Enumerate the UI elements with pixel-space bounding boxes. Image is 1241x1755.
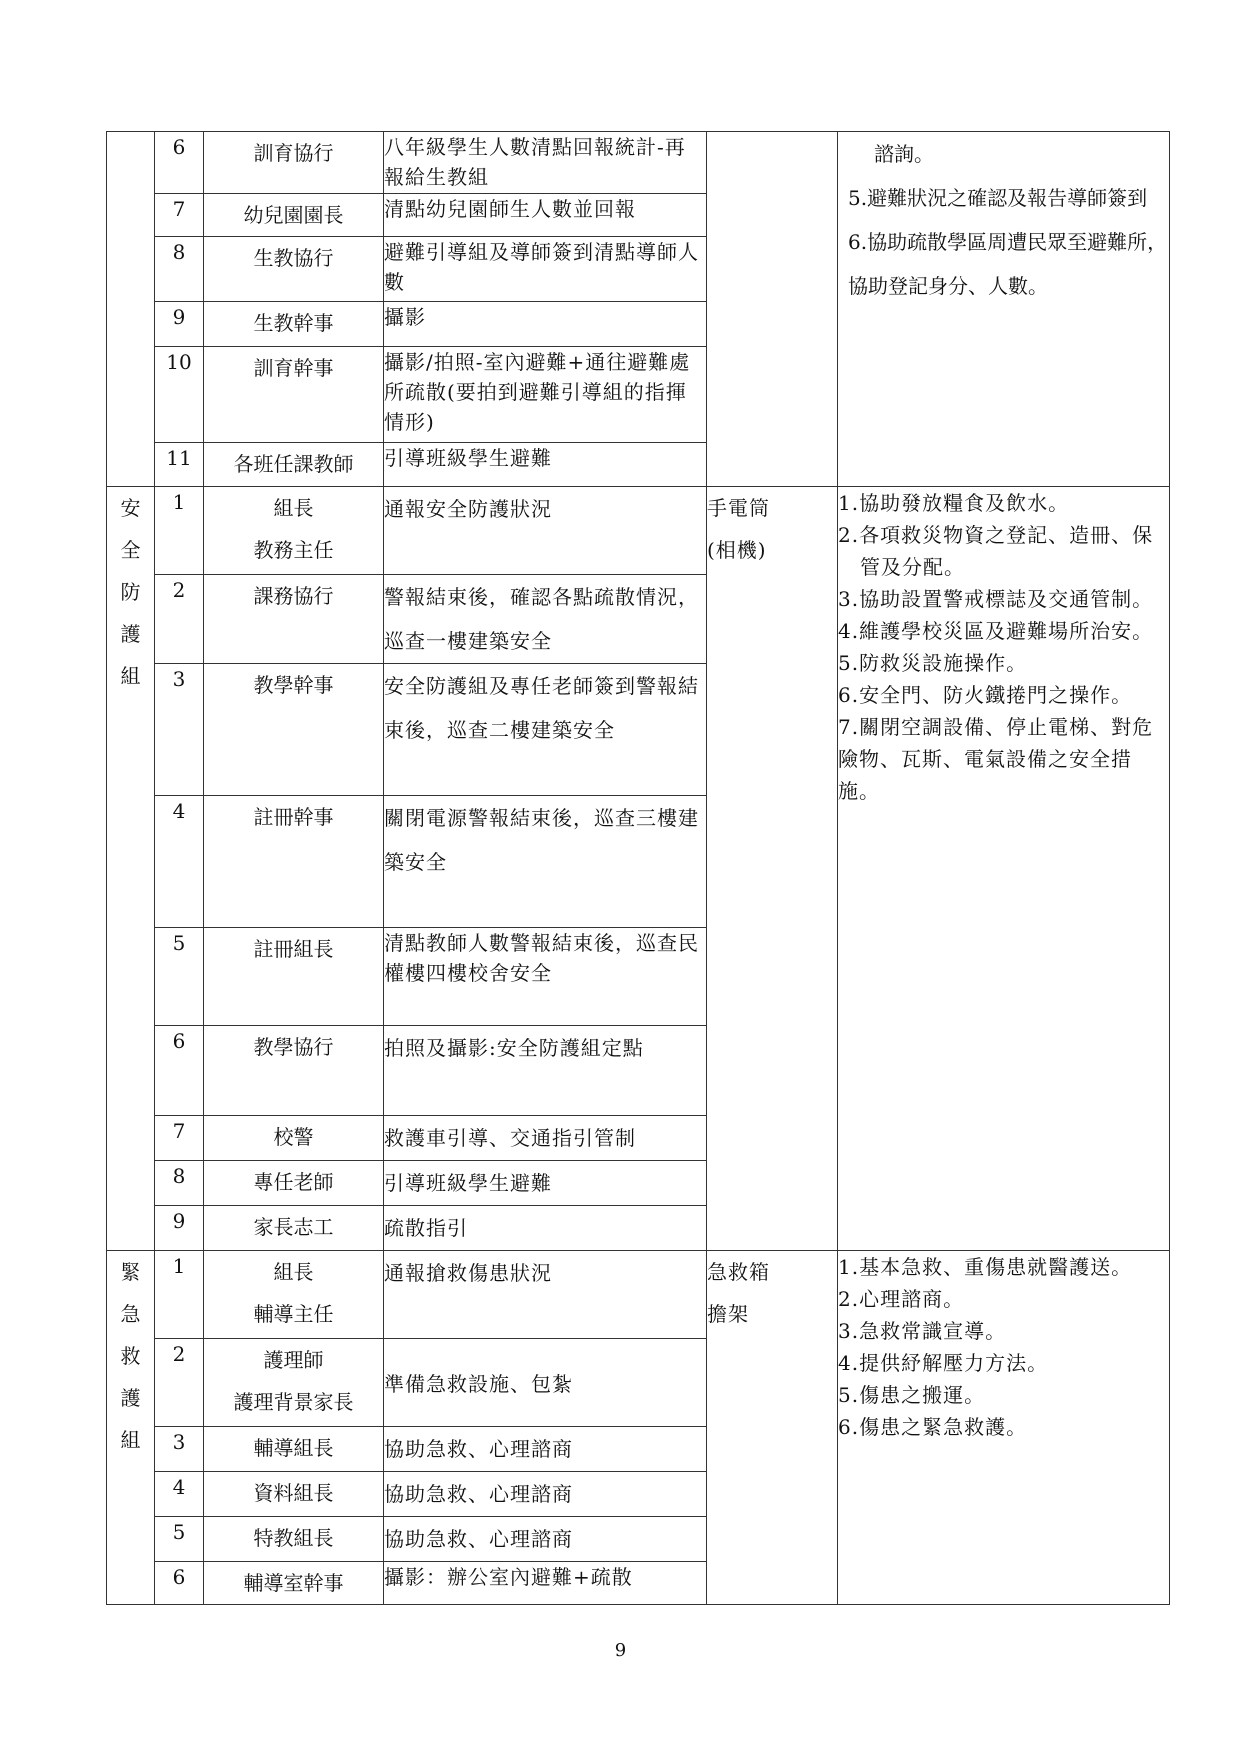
task-cell: 關閉電源警報結束後，巡查三樓建築安全 [384, 796, 707, 928]
row-number: 4 [155, 796, 204, 928]
row-number: 3 [155, 664, 204, 796]
row-number: 8 [155, 237, 204, 302]
task-cell: 清點幼兒園師生人數並回報 [384, 194, 707, 237]
role-cell: 訓育協行 [204, 132, 384, 194]
role-cell: 護理師 護理背景家長 [204, 1339, 384, 1427]
duty-item: 5.傷患之搬運。 [838, 1383, 986, 1407]
role-cell: 輔導組長 [204, 1427, 384, 1472]
duties-safety [838, 487, 1170, 1251]
page-number: 9 [614, 1640, 627, 1661]
task-cell: 警報結束後，確認各點疏散情況，巡查一樓建築安全 [384, 575, 707, 664]
task-cell: 通報安全防護狀況 [384, 487, 707, 575]
equipment-safety: 手電筒 (相機) [707, 487, 838, 1251]
role-cell: 輔導室幹事 [204, 1562, 384, 1605]
role-cell: 訓育幹事 [204, 347, 384, 443]
row-number: 11 [155, 443, 204, 487]
task-cell: 避難引導組及導師簽到清點導師人數 [384, 237, 707, 302]
role-cell: 校警 [204, 1116, 384, 1161]
row-number: 5 [155, 1517, 204, 1562]
role-cell: 教學幹事 [204, 664, 384, 796]
row-number: 10 [155, 347, 204, 443]
duty-item: 6.傷患之緊急救護。 [838, 1415, 1028, 1439]
task-cell: 協助急救、心理諮商 [384, 1472, 707, 1517]
equipment-cell [707, 132, 838, 487]
table-row [107, 487, 1170, 575]
row-number: 9 [155, 302, 204, 347]
duty-item: 1.協助發放糧食及飲水。 [838, 491, 1070, 515]
duty-item: 4.提供紓解壓力方法。 [838, 1351, 1049, 1375]
duty-item: 諮詢。 [874, 142, 934, 166]
task-cell: 八年級學生人數清點回報統計-再報給生教組 [384, 132, 707, 194]
task-cell: 攝影：辦公室內避難+疏散 [384, 1562, 707, 1605]
role-cell: 特教組長 [204, 1517, 384, 1562]
role-cell: 課務協行 [204, 575, 384, 664]
duty-item: 3.急救常識宣導。 [838, 1319, 1007, 1343]
row-number: 6 [155, 132, 204, 194]
role-cell: 生教協行 [204, 237, 384, 302]
row-number: 1 [155, 487, 204, 575]
duty-item: 6.協助疏散學區周遭民眾至避難所，協助登記身分、人數。 [848, 230, 1168, 298]
table-row [107, 132, 1170, 194]
group-name-safety: 安 全 防 護 組 [107, 487, 155, 1251]
role-cell: 生教幹事 [204, 302, 384, 347]
duty-item: 5.防救災設施操作。 [838, 651, 1028, 675]
task-cell: 準備急救設施、包紮 [384, 1339, 707, 1427]
role-cell: 家長志工 [204, 1206, 384, 1251]
row-number: 3 [155, 1427, 204, 1472]
group-cell-continued [107, 132, 155, 487]
task-cell: 疏散指引 [384, 1206, 707, 1251]
group-name-rescue: 緊 急 救 護 組 [107, 1251, 155, 1605]
equipment-rescue: 急救箱 擔架 [707, 1251, 838, 1605]
duty-item: 4.維護學校災區及避難場所治安。 [838, 619, 1154, 643]
task-cell: 攝影 [384, 302, 707, 347]
role-cell: 專任老師 [204, 1161, 384, 1206]
role-cell: 組長 輔導主任 [204, 1251, 384, 1339]
task-cell: 清點教師人數警報結束後，巡查民權樓四樓校舍安全 [384, 928, 707, 1026]
duty-item: 6.安全門、防火鐵捲門之操作。 [838, 683, 1133, 707]
duty-item: 2.心理諮商。 [838, 1287, 965, 1311]
task-cell: 安全防護組及專任老師簽到警報結束後，巡查二樓建築安全 [384, 664, 707, 796]
role-cell: 組長 教務主任 [204, 487, 384, 575]
task-cell: 救護車引導、交通指引管制 [384, 1116, 707, 1161]
task-cell: 引導班級學生避難 [384, 1161, 707, 1206]
row-number: 7 [155, 1116, 204, 1161]
role-cell: 資料組長 [204, 1472, 384, 1517]
row-number: 1 [155, 1251, 204, 1339]
task-cell: 引導班級學生避難 [384, 443, 707, 487]
duty-item: 7.關閉空調設備、停止電梯、對危險物、瓦斯、電氣設備之安全措施。 [838, 715, 1154, 803]
duty-item: 1.基本急救、重傷患就醫護送。 [838, 1255, 1133, 1279]
duty-item: 5.避難狀況之確認及報告導師簽到 [848, 186, 1148, 210]
row-number: 7 [155, 194, 204, 237]
row-number: 8 [155, 1161, 204, 1206]
role-cell: 教學協行 [204, 1026, 384, 1116]
role-cell: 註冊組長 [204, 928, 384, 1026]
table-row [107, 1251, 1170, 1339]
role-cell: 註冊幹事 [204, 796, 384, 928]
task-cell: 通報搶救傷患狀況 [384, 1251, 707, 1339]
task-cell: 協助急救、心理諮商 [384, 1427, 707, 1472]
row-number: 6 [155, 1026, 204, 1116]
row-number: 6 [155, 1562, 204, 1605]
duties-rescue [838, 1251, 1170, 1605]
task-cell: 協助急救、心理諮商 [384, 1517, 707, 1562]
task-cell: 拍照及攝影:安全防護組定點 [384, 1026, 707, 1116]
role-cell: 幼兒園園長 [204, 194, 384, 237]
duty-item: 2.各項救災物資之登記、造冊、保管及分配。 [838, 523, 1154, 579]
row-number: 4 [155, 1472, 204, 1517]
row-number: 9 [155, 1206, 204, 1251]
duties-cell-continued [838, 132, 1170, 487]
row-number: 2 [155, 1339, 204, 1427]
role-cell: 各班任課教師 [204, 443, 384, 487]
row-number: 5 [155, 928, 204, 1026]
task-cell: 攝影/拍照-室內避難+通往避難處所疏散(要拍到避難引導組的指揮情形) [384, 347, 707, 443]
emergency-duty-table [106, 131, 1170, 1605]
row-number: 2 [155, 575, 204, 664]
duty-item: 3.協助設置警戒標誌及交通管制。 [838, 587, 1154, 611]
